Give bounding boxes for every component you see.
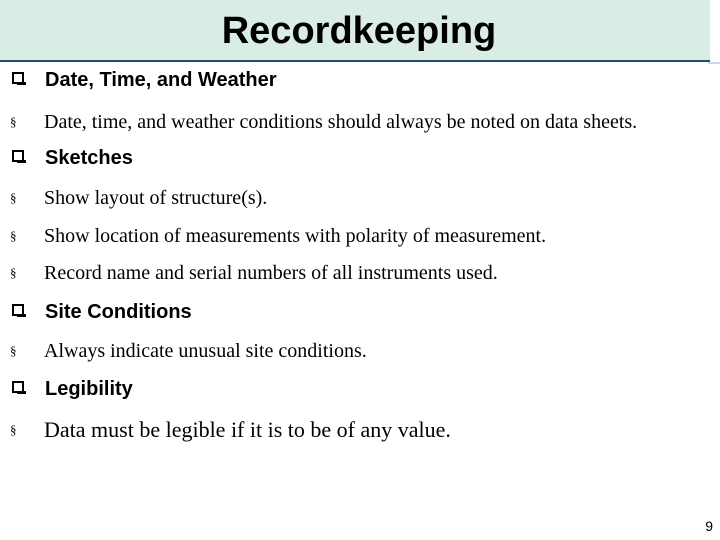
section-sign-bullet-icon: § bbox=[10, 265, 17, 280]
section-sign-bullet-icon: § bbox=[10, 190, 17, 205]
section-sign-bullet-icon: § bbox=[10, 422, 17, 437]
checkbox-bullet-icon bbox=[12, 304, 24, 316]
section-sign-bullet-icon: § bbox=[10, 228, 17, 243]
list-item-text: Date, time, and weather conditions should always be noted on data sheets. bbox=[44, 111, 638, 133]
checkbox-bullet-icon bbox=[12, 72, 24, 84]
checkbox-bullet-icon bbox=[12, 150, 24, 162]
title-rule bbox=[708, 62, 720, 64]
section-sign-bullet-icon: § bbox=[10, 343, 17, 358]
list-item-text: Always indicate unusual site conditions. bbox=[44, 340, 367, 362]
section-heading-text: Site Conditions bbox=[45, 301, 192, 323]
list-item-text: Data must be legible if it is to be of any value. bbox=[44, 417, 451, 442]
list-item-text: Show location of measurements with polarity of measurement. bbox=[44, 225, 547, 247]
list-item-text: Record name and serial numbers of all instruments used. bbox=[44, 262, 498, 284]
section-heading-text: Legibility bbox=[45, 378, 133, 400]
list-item-text: Show layout of structure(s). bbox=[44, 187, 268, 209]
section-sign-bullet-icon: § bbox=[10, 114, 17, 129]
section-heading-text: Date, Time, and Weather bbox=[45, 69, 277, 91]
page-number: 9 bbox=[705, 518, 713, 534]
section-heading-text: Sketches bbox=[45, 147, 133, 169]
slide-title: Recordkeeping bbox=[221, 10, 497, 52]
checkbox-bullet-icon bbox=[12, 381, 24, 393]
